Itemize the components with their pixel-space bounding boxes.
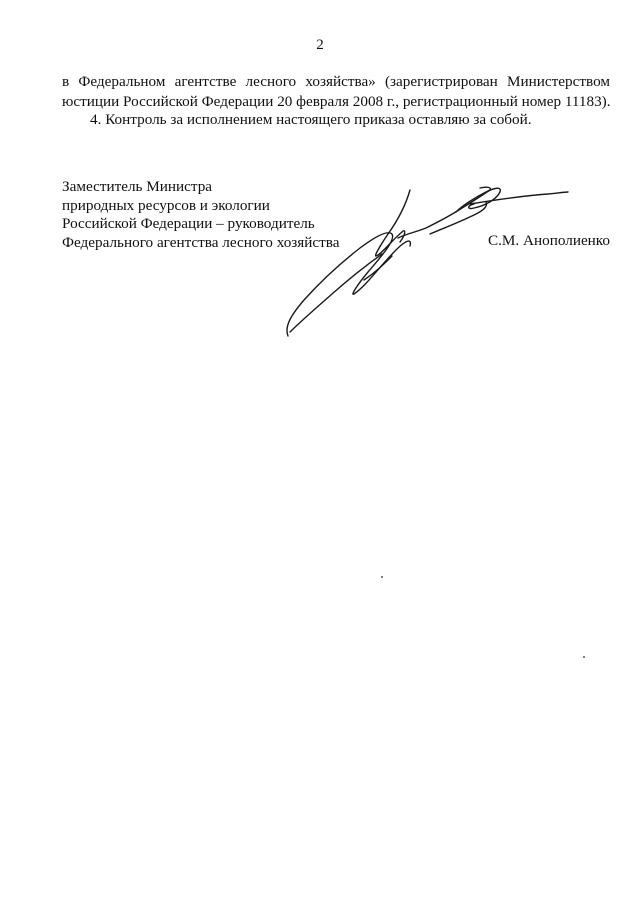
paragraph-line: 4. Контроль за исполнением настоящего приказа оставляю за собой.: [90, 111, 532, 128]
signer-name: С.М. Анополиенко: [488, 232, 611, 249]
position-line: Заместитель Министра: [62, 178, 213, 195]
scan-speck: [583, 656, 585, 658]
page-number: 2: [316, 37, 324, 53]
scan-speck: [381, 576, 383, 578]
handwritten-signature: [280, 176, 570, 346]
paragraph-line: юстиции Российской Федерации 20 февраля 2008 г., регистрационный номер 11183).: [62, 93, 611, 110]
paragraph-control: [62, 110, 610, 130]
position-line: Федерального агентства лесного хозяйства: [62, 233, 340, 251]
position-line: Российской Федерации – руководитель: [62, 215, 315, 232]
position-line: природных ресурсов и экологии: [62, 196, 270, 214]
paragraph-line: в Федеральном агентстве лесного хозяйства» (зарегистрирован Министерством: [62, 73, 610, 90]
paragraph-registration: [62, 72, 610, 112]
